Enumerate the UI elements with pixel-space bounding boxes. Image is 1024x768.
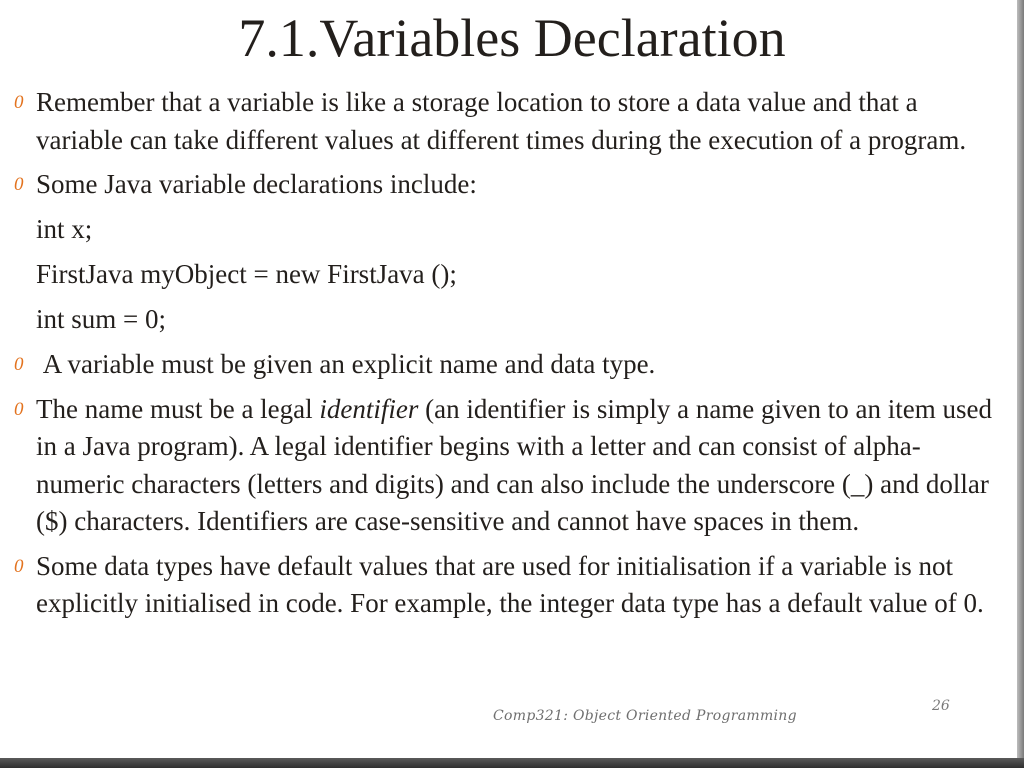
bullet-text: Some Java variable declarations include: xyxy=(36,169,477,199)
bullet-marker: 0 xyxy=(14,92,24,113)
slide-bottom-edge xyxy=(0,758,1024,768)
identifier-emphasis: identifier xyxy=(319,393,419,424)
bullet-item xyxy=(14,548,1006,623)
page-number: 26 xyxy=(932,698,950,714)
bullet-item xyxy=(14,166,1006,204)
code-text: int sum = 0; xyxy=(36,304,166,334)
bullet-marker: 0 xyxy=(14,555,24,577)
bullet-marker: 0 xyxy=(14,354,24,375)
bullet-text: A variable must be given an explicit name and data type. xyxy=(36,349,656,379)
identifier-text-after: (an identifier is simply a name given to an item used in a Java program). A legal identifier begins with a letter and can consist of alpha-numeric characters (letters and digits) and can also include the underscore (_) and dollar ($) characters. Identifiers are case-sensitive and cannot have spaces in them. xyxy=(36,393,992,536)
slide-title: 7.1.Variables Declaration xyxy=(238,8,786,68)
code-text: int x; xyxy=(36,214,93,244)
slide-right-edge xyxy=(1017,0,1024,768)
bullet-item xyxy=(14,391,1006,541)
bullet-text: Some data types have default values that are used for initialisation if a variable is not explicitly initialised in code. For example, the integer data type has a default value of 0. xyxy=(36,550,984,618)
identifier-text-before: The name must be a legal xyxy=(36,393,320,424)
bullet-item xyxy=(14,346,1006,384)
code-line xyxy=(36,211,1006,249)
bullet-marker: 0 xyxy=(14,398,24,420)
bullet-marker: 0 xyxy=(14,174,24,195)
slide-footer: Comp321: Object Oriented Programming xyxy=(493,708,797,724)
bullet-text: Remember that a variable is like a storage location to store a data value and that a variable can take different values at different times during the execution of a program. xyxy=(36,87,967,155)
code-line xyxy=(36,301,1006,339)
code-text: FirstJava myObject = new FirstJava (); xyxy=(36,259,457,289)
bullet-text xyxy=(36,391,1006,541)
bullet-item xyxy=(14,84,1006,159)
code-line xyxy=(36,256,1006,294)
slide-content xyxy=(14,84,1006,630)
